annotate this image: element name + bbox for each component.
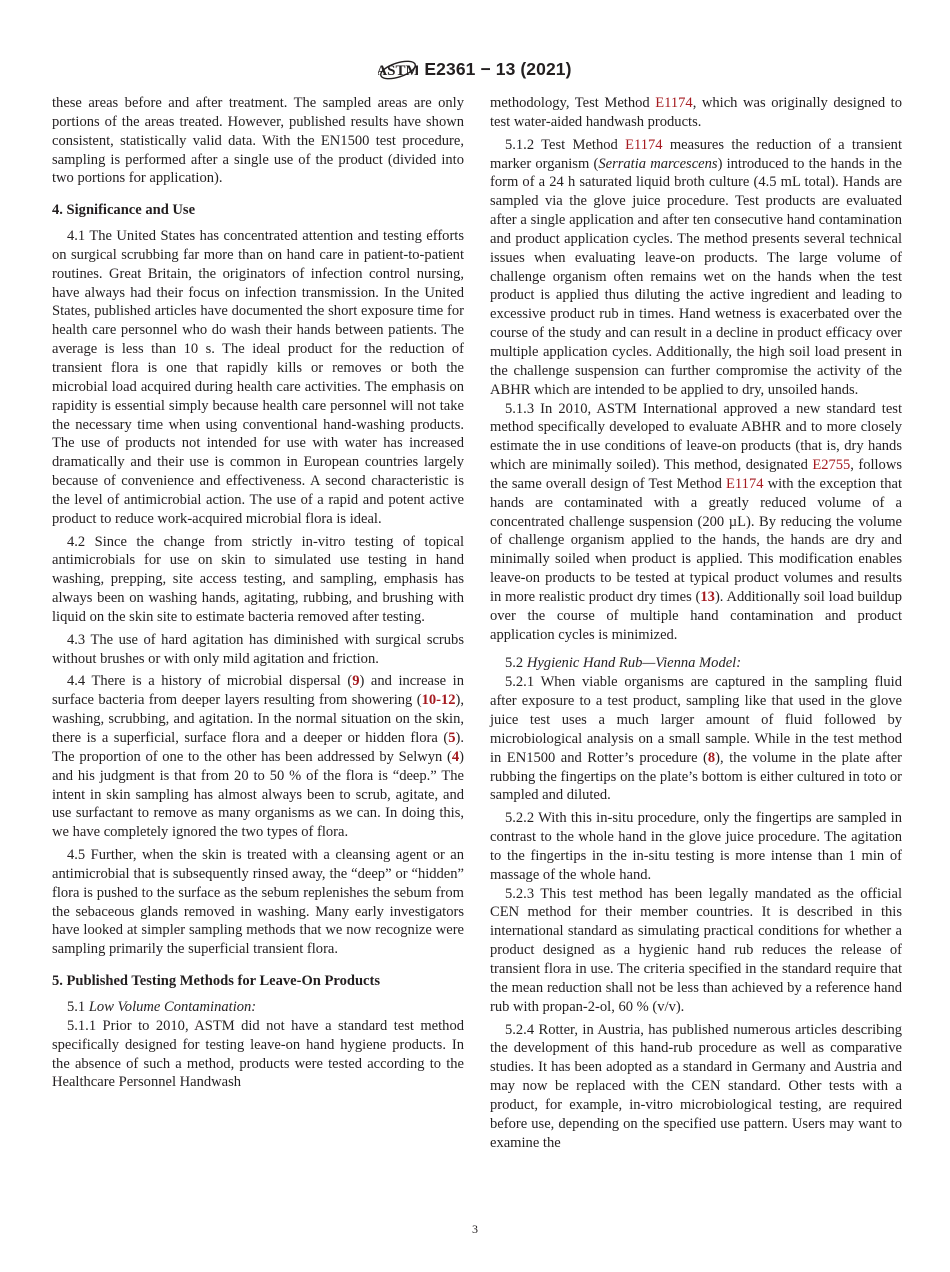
paragraph-5-2-2: 5.2.2 With this in-situ procedure, only the fingertips are sampled in contrast to the whole hand in the glove juice procedure. The agitation to the fingertips in the in-situ testing is more intense than 1 min of massage of the whole hand. bbox=[490, 810, 902, 883]
paragraph-4-3: 4.3 The use of hard agitation has diminished with surgical scrubs without brushes or with only mild agitation and friction. bbox=[52, 631, 464, 667]
paragraph-5-1-2: 5.1.2 Test Method E1174 measures the reduction of a transient marker organism (Serratia marcescens) introduced to the hands in the form of a 24 h saturated liquid broth culture (4.5 mL total). Hands are sampled via the glove juice procedure. Test products are evaluated after a single application and after ten consecutive hand contamination and product application cycles. The method presents several technical issues when evaluating leave-on products. The large volume of challenge organism often remains wet on the hands when the test product is applied thus diluting the active ingredient and leading to excessive product rub in times. Hand wetness is exacerbated over the course of the study and can result in a decline in product efficacy over multiple application cycles. Additionally, the high soil load present in the challenge suspension can further compromise the activity of the ABHR which are intended to be applied to dry, unsoiled hands. bbox=[490, 136, 902, 398]
astm-logo-icon bbox=[378, 54, 418, 84]
reference-link[interactable]: 13 bbox=[700, 588, 715, 605]
svg-text:ASTM: ASTM bbox=[378, 63, 419, 79]
standard-link-e1174[interactable]: E1174 bbox=[655, 95, 693, 111]
reference-link[interactable]: 5 bbox=[448, 730, 456, 746]
subsection-5-1: 5.1 Low Volume Contamination: bbox=[67, 998, 257, 1015]
right-column bbox=[490, 94, 902, 1156]
paragraph-5-2-4: 5.2.4 Rotter, in Austria, has published numerous articles describing the development of this hand-rub procedure as well as comparative studies. It has been adopted as a standard in Germany and Austria and may now be replaced with the CEN standard. Other tests with a product, for example, in-vitro microbiological testing, are required before use, depending on the specified use pattern. Users may want to examine the bbox=[490, 1021, 902, 1151]
reference-link[interactable]: 9 bbox=[352, 673, 360, 690]
reference-link[interactable]: 10-12 bbox=[421, 692, 456, 709]
paragraph-4-1: 4.1 The United States has concentrated attention and testing efforts on surgical scrubbing far more than on hand care in patient-to-patient routines. Great Britain, the originators of infection control nursing, have always had their focus on infection transmission. In the United States, published articles have documented the short exposure time for health care personnel who do wash their hands between patients. The average is less than 10 s. The ideal product for the reduction of transient flora is one that rapidly kills or removes or both the microbial load acquired during health care activities. The emphasis on rapidity is essential simply because health care personnel will not take the necessary time when using conventional hand-washing products. The use of products not intended for use with water has increased dramatically and their use is common in European countries largely because of convenience and effectiveness. A second characteristic is the level of antimicrobial action. The use of a rapid and potent active product to reduce work-acquired microbial flora is ideal. bbox=[52, 228, 464, 527]
page-header bbox=[0, 54, 950, 84]
paragraph-5-2-3: 5.2.3 This test method has been legally mandated as the official CEN method for their member countries. It is described in this international standard as simulating practical conditions for whether a product designed as a hygienic hand rub reduces the release of transient flora in use. The criteria specified in the standard require that the mean reduction shall not be less than achieved by a reference hand rub with propan-2-ol, 60 % (v/v). bbox=[490, 885, 902, 1015]
standard-link-e1174[interactable]: E1174 bbox=[726, 475, 764, 492]
left-column bbox=[52, 94, 464, 1096]
paragraph-5-2-1: 5.2.1 When viable organisms are captured in the sampling fluid after exposure to a test product, sampling like that used in the glove juice test uses a much larger amount of fluid followed by microbiological analysis on a small sample. While in the test method in EN1500 and Rotter’s procedure (8), the volume in the plate after rubbing the fingertips on the plate’s bottom is either cultured in toto or sampled and diluted. bbox=[490, 674, 902, 804]
section-heading-5: 5. Published Testing Methods for Leave-On Products bbox=[52, 973, 381, 990]
paragraph-4-5: 4.5 Further, when the skin is treated with a cleansing agent or an antimicrobial that is subsequently rinsed away, the “deep” or “hidden” flora is pushed to the surface as the sebum replenishes the sebum from the sebaceous glands removed in washing. Many early investigators have looked at simpler sampling methods that we now recognize were sampling primarily the superficial transient flora. bbox=[52, 847, 464, 958]
document-id: E2361 − 13 (2021) bbox=[424, 58, 572, 79]
standard-link-e1174[interactable]: E1174 bbox=[625, 136, 663, 153]
subsection-5-2: 5.2 Hygienic Hand Rub—Vienna Model: bbox=[505, 655, 742, 672]
paragraph-4-2: 4.2 Since the change from strictly in-vitro testing of topical antimicrobials for use on skin to simulated use testing in hand washing, prepping, site access testing, and sampling, emphasis has always been on washing hands, agitating, rubbing, and brushing with liquid on the skin site to estimate bacteria removed after testing. bbox=[52, 533, 464, 625]
paragraph-5-1-1: 5.1.1 Prior to 2010, ASTM did not have a standard test method specifically designed for testing leave-on hand hygiene products. In the absence of such a method, products were tested according to the Healthcare Personnel Handwash bbox=[52, 1017, 464, 1091]
page-number: 3 bbox=[472, 1222, 478, 1236]
section-heading-4: 4. Significance and Use bbox=[52, 202, 196, 219]
paragraph-4-4: 4.4 There is a history of microbial dispersal (9) and increase in surface bacteria from deeper layers resulting from showering (10-12), washing, scrubbing, and agitation. In the normal situation on the skin, there is a superficial, surface flora and a deeper or hidden flora (5). The proportion of one to the other has been addressed by Selwyn (4) and his judgment is that from 20 to 50 % of the flora is “deep.” The intent in skin sampling has almost always been to scrub, agitate, and use surfactant to remove as many organisms as we can. In doing this, we have completely ignored the two types of flora. bbox=[52, 673, 464, 841]
reference-link[interactable]: 8 bbox=[707, 749, 716, 766]
reference-link[interactable]: 4 bbox=[451, 748, 460, 765]
paragraph-continued: these areas before and after treatment. The sampled areas are only portions of the areas treated. However, published results have shown consistent, statistically valid data. With the EN1500 test procedure, sampling is performed after a single use of the product (divided into two portions for application). bbox=[52, 95, 464, 187]
standard-link-e2755[interactable]: E2755 bbox=[812, 457, 851, 474]
paragraph-continued: methodology, Test Method E1174, which was originally designed to test water-aided handwash products. bbox=[490, 95, 902, 130]
paragraph-5-1-3: 5.1.3 In 2010, ASTM International approved a new standard test method specifically developed to evaluate ABHR and to more closely estimate the in use conditions of leave-on products (that is, dry hands which are minimally soiled). This method, designated E2755, follows the same overall design of Test Method E1174 with the exception that hands are contaminated with a greatly reduced volume of a concentrated challenge suspension (200 µL). By reducing the volume of challenge organism applied to the hands, the hands are dry and minimally soiled when product is applied. This modification enables leave-on products to be tested at typical product volumes and results in more realistic product dry times (13). Additionally soil load buildup over the course of multiple hand contamination and product application cycles is minimized. bbox=[490, 400, 902, 643]
